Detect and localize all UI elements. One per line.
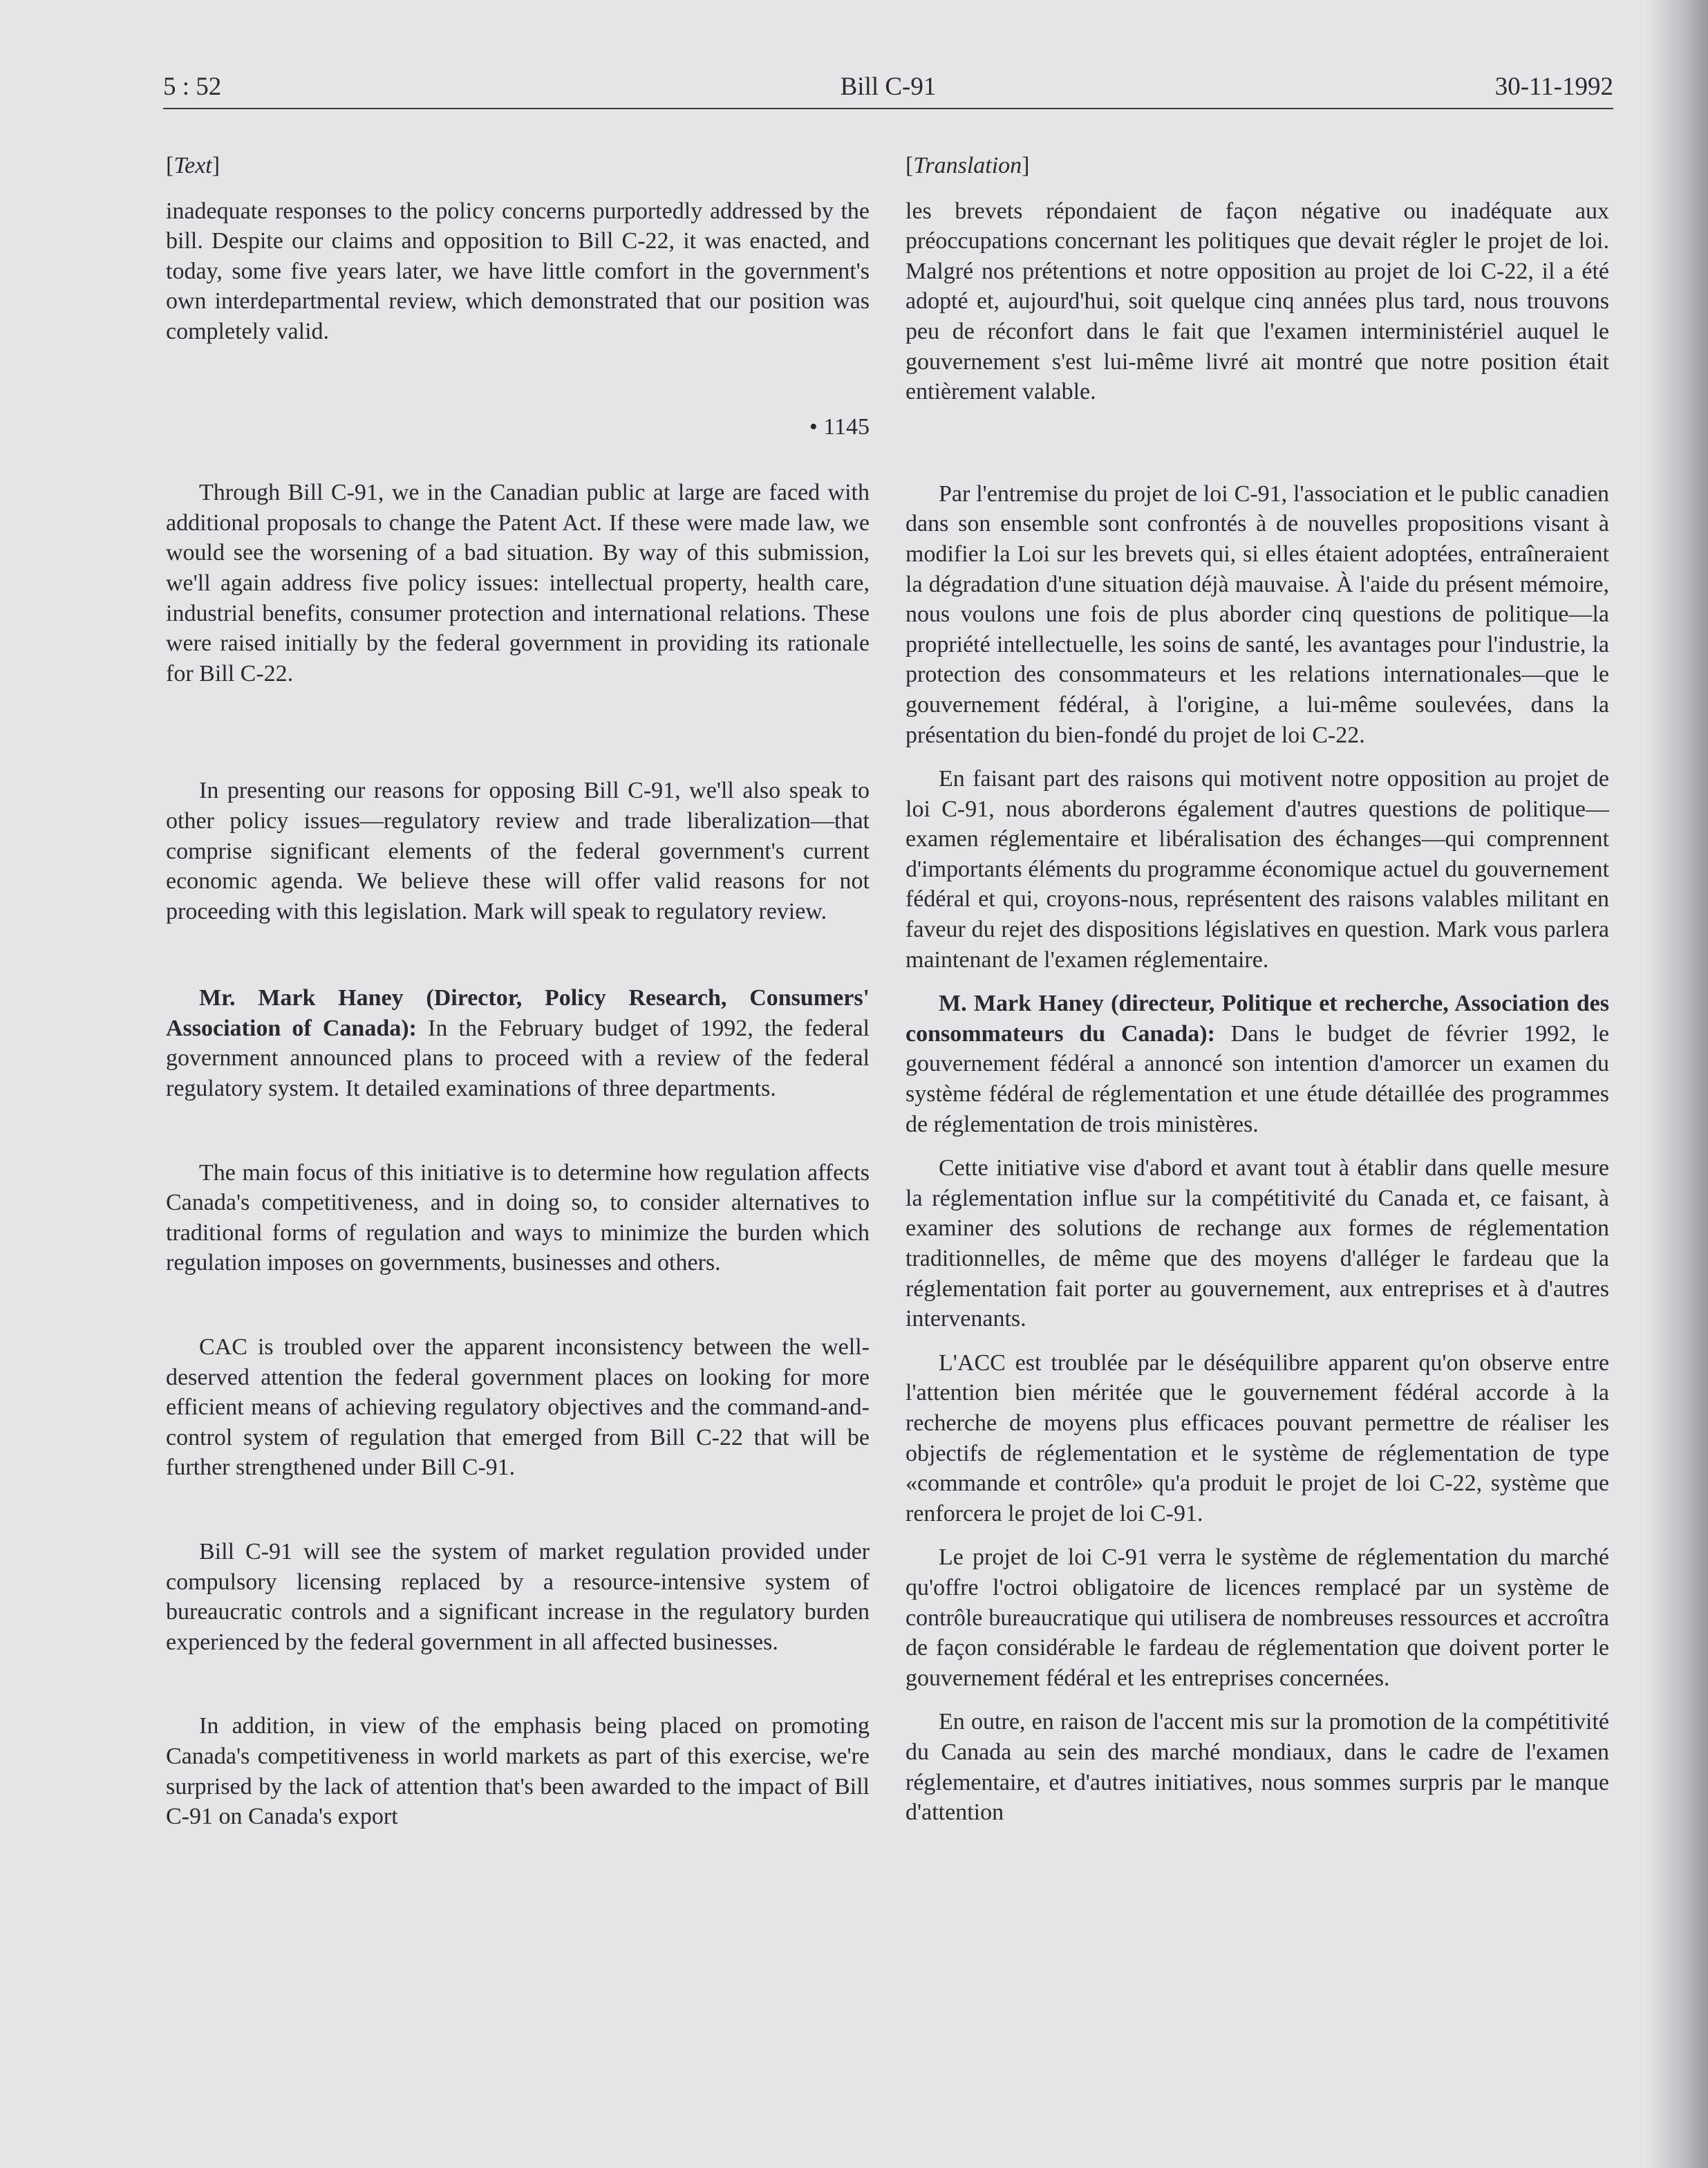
document-date: 30-11-1992 [1494,73,1613,101]
paragraph: CAC is troubled over the apparent inconsistency between the well-deserved attention the federal government places on looking for more efficient means of achieving regulatory objectives and the command-and-control system of regulation that emerged from Bill C-22 that will be further strengthened under Bill C-91. [166,1334,870,1481]
speaker-paragraph: Mr. Mark Haney (Director, Policy Research, Consumers' Association of Canada): In the February budget of 1992, the federal government announced plans to proceed with a review of the federal regulatory system. It detailed examinations of three departments. [166,985,870,1102]
paragraph: inadequate responses to the policy concerns purportedly addressed by the bill. Despite our claims and opposition to Bill C-22, it was enacted, and today, some five years later, we have little comfort in the government's own interdepartmental review, which demonstrated that our position was completely valid. [166,198,870,344]
speaker-paragraph: M. Mark Haney (directeur, Politique et recherche, Association des consommateurs du Canada): Dans le budget de février 1992, le gouvernement fédéral a annoncé son intention d'amorcer un examen du système fédéral de réglementation et une étude détaillée des programmes de réglementation de trois ministères. [905,991,1609,1137]
page-number: 5 : 52 [163,73,222,101]
header-rule [163,108,1613,109]
french-column [905,151,1609,1828]
page-edge-shadow [1646,0,1708,2168]
paragraph: Bill C-91 will see the system of market regulation provided under compulsory licensing replaced by a resource-intensive system of bureaucratic controls and a significant increase in the regulatory burden experienced by the federal government in all affected businesses. [166,1539,870,1655]
text-label: [Text] [166,153,220,178]
paragraph: L'ACC est troublée par le déséquilibre apparent qu'on observe entre l'attention bien méritée que le gouvernement fédéral accorde à la recherche de moyens plus efficaces pouvant permettre de réaliser les objectifs de réglementation et le système de réglementation de type «commande et contrôle» qu'a produit le projet de loi C-22, système que renforcera le projet de loi C-91. [905,1349,1609,1526]
page-header [163,69,1613,109]
paragraph: In presenting our reasons for opposing Bill C-91, we'll also speak to other policy issues—regulatory review and trade liberalization—that comprise significant elements of the federal government's current economic agenda. We believe these will offer valid reasons for not proceeding with this legislation. Mark will speak to regulatory review. [166,778,870,924]
paragraph: les brevets répondaient de façon négative ou inadéquate aux préoccupations concernant les politiques que devait régler le projet de loi. Malgré nos prétentions et notre opposition au projet de loi C-22, il a été adopté et, aujourd'hui, soit quelque cinq années plus tard, nous trouvons peu de réconfort dans le fait que l'examen interministériel auquel le gouvernement s'est lui-même livré ait montré que notre position était entièrement valable. [905,198,1609,405]
speaker-name: M. Mark Haney (directeur, Politique et recherche, Association des consommateurs du Canada): [905,991,1609,1047]
paragraph: The main focus of this initiative is to determine how regulation affects Canada's competitiveness, and in doing so, to consider alternatives to traditional forms of regulation and ways to minimize the burden which regulation imposes on governments, businesses and others. [166,1159,870,1276]
paragraph: Through Bill C-91, we in the Canadian public at large are faced with additional proposals to change the Patent Act. If these were made law, we would see the worsening of a bad situation. By way of this submission, we'll again address five policy issues: intellectual property, health care, industrial benefits, consumer protection and international relations. These were raised initially by the federal government in providing its rationale for Bill C-22. [166,480,870,686]
paragraph: Cette initiative vise d'abord et avant tout à établir dans quelle mesure la réglementation influe sur la compétitivité du Canada et, ce faisant, à examiner des solutions de rechange aux formes de réglementation traditionnelles, de même que des moyens d'alléger le fardeau que la réglementation fait porter au gouvernement, aux entreprises et à d'autres intervenants. [905,1155,1609,1332]
document-title: Bill C-91 [840,73,937,101]
speaker-name: Mr. Mark Haney (Director, Policy Research, Consumers' Association of Canada): [166,985,870,1041]
paragraph: En outre, en raison de l'accent mis sur la promotion de la compétitivité du Canada au sein des marché mondiaux, dans le cadre de l'examen réglementaire, et d'autres initiatives, nous sommes surpris par le manque d'attention [905,1709,1609,1826]
paragraph: Par l'entremise du projet de loi C-91, l'association et le public canadien dans son ensemble sont confrontés à de nouvelles propositions visant à modifier la Loi sur les brevets qui, si elles étaient adoptées, entraîneraient la dégradation d'une situation déjà mauvaise. À l'aide du présent mémoire, nous voulons une fois de plus aborder cinq questions de politique—la propriété intellectuelle, les soins de santé, les avantages pour l'industrie, la protection des consommateurs et les relations internationales—que le gouvernement fédéral, à l'origine, a lui-même soulevées, dans la présentation du bien-fondé du projet de loi C-22. [905,480,1609,748]
english-column [166,151,870,1832]
paragraph: En faisant part des raisons qui motivent notre opposition au projet de loi C-91, nous aborderons également d'autres questions de politique—examen réglementaire et libéralisation des échanges—qui comprennent d'importants éléments du programme économique actuel du gouvernement fédéral et qui, croyons-nous, représentent des raisons valables militant en faveur du rejet des dispositions législatives en question. Mark vous parlera maintenant de l'examen réglementaire. [905,766,1609,973]
paragraph: Le projet de loi C-91 verra le système de réglementation du marché qu'offre l'octroi obligatoire de licences remplacé par un système de contrôle bureaucratique qui utilisera de nombreuses ressources et accroîtra de façon considérable le fardeau de réglementation que doivent porter le gouvernement fédéral et les entreprises concernées. [905,1544,1609,1691]
time-marker: • 1145 [809,413,870,440]
paragraph: In addition, in view of the emphasis being placed on promoting Canada's competitiveness in world markets as part of this exercise, we're surprised by the lack of attention that's been awarded to the impact of Bill C-91 on Canada's export [166,1713,870,1830]
translation-label: [Translation] [905,153,1030,178]
